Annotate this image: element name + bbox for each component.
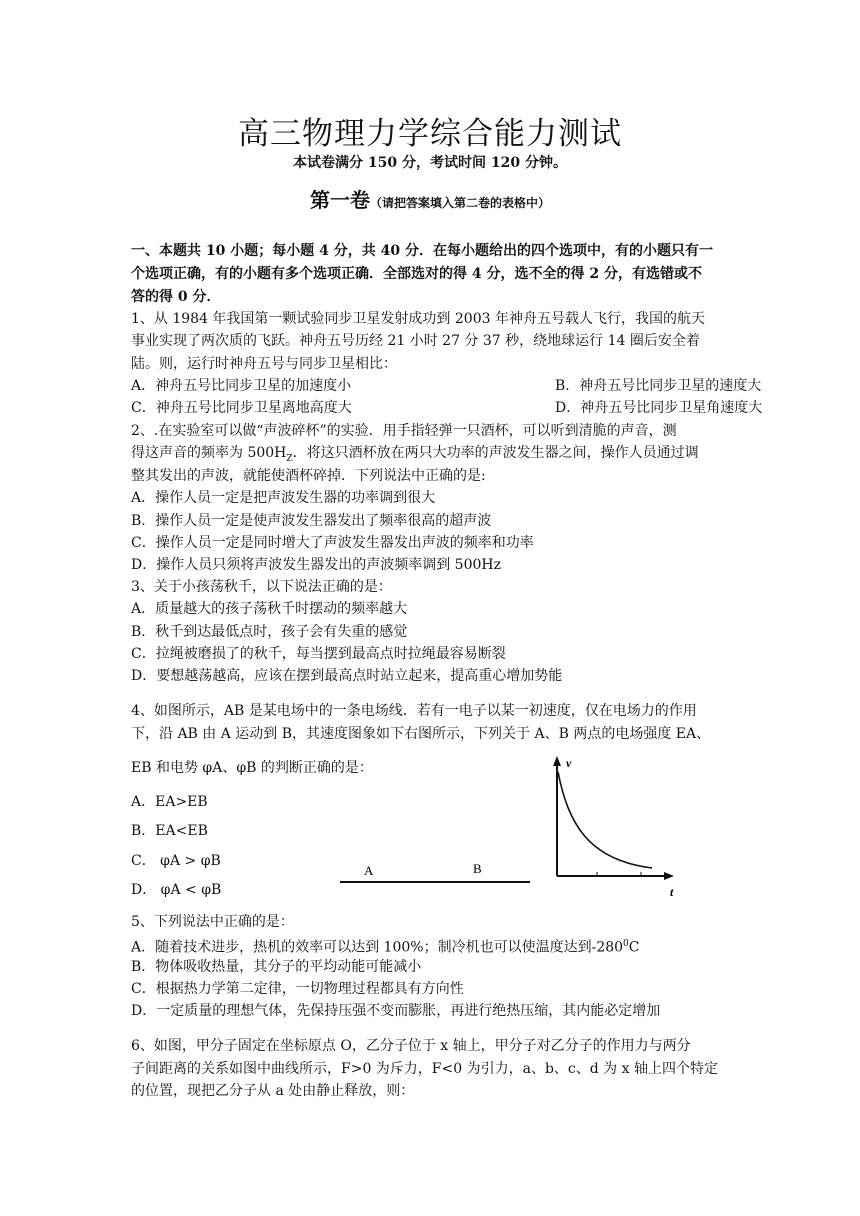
question-4-option-b: B．EA<EB	[131, 823, 208, 839]
question-2-option-c: C．操作人员一定是同时增大了声波发生器发出声波的频率和功率	[131, 535, 534, 551]
question-2-option-a: A．操作人员一定是把声波发生器的功率调到很大	[131, 490, 436, 506]
question-5-option-c: C．根据热力学第二定律，一切物理过程都具有方向性	[131, 981, 464, 997]
volume-heading	[0, 184, 860, 213]
question-4-stem: 4、如图所示，AB 是某电场中的一条电场线．若有一电子以某一初速度，仅在电场力的作用	[131, 703, 697, 719]
section-instruction: 个选项正确，有的小题有多个选项正确．全部选对的得 4 分，选不全的得 2 分，有选错或不	[131, 266, 702, 282]
degree-superscript: 0	[623, 939, 629, 949]
question-3-option-a: A．质量越大的孩子荡秋千时摆动的频率越大	[131, 601, 408, 617]
question-3-stem: 3、关于小孩荡秋千，以下说法正确的是：	[131, 579, 392, 595]
question-2-option-d: D．操作人员只须将声波发生器发出的声波频率调到 500Hz	[131, 557, 501, 573]
question-6-stem: 子间距离的关系如图中曲线所示，F>0 为斥力，F<0 为引力，a、b、c、d 为 x 轴上四个特定	[131, 1061, 718, 1077]
question-6-stem: 6、如图，甲分子固定在坐标原点 O，乙分子位于 x 轴上，甲分子对乙分子的作用力与两分	[131, 1038, 691, 1054]
question-1-stem: 陆。则，运行时神舟五号与同步卫星相比：	[131, 356, 397, 372]
v-axis-label: v	[566, 756, 572, 770]
velocity-curve	[558, 772, 652, 868]
velocity-time-graph	[542, 752, 692, 902]
page-title: 高三物理力学综合能力测试	[238, 116, 622, 152]
hz-subscript: Z	[286, 453, 293, 464]
question-2-stem: 2、.在实验室可以做“声波碎杯”的实验．用手指轻弹一只酒杯，可以听到清脆的声音，测	[131, 423, 677, 439]
question-4-stem: EB 和电势 φA、φB 的判断正确的是：	[131, 760, 373, 776]
question-2-stem: 整其发出的声波，就能使酒杯碎掉．下列说法中正确的是:	[131, 468, 486, 484]
volume-title: 第一卷	[309, 188, 370, 212]
question-4-option-c: C． φA > φB	[131, 853, 221, 869]
question-5-option-b: B．物体吸收热量，其分子的平均动能可能减小	[131, 959, 422, 975]
question-1-options-row	[131, 375, 762, 397]
t-axis-arrow-icon	[664, 872, 674, 880]
question-4-option-d: D． φA < φB	[131, 882, 222, 898]
point-b-label: B	[473, 861, 482, 876]
question-2-stem-part: ．将这只酒杯放在两只大功率的声波发生器之间，操作人员通过调	[292, 445, 699, 461]
question-5-option-a-unit: C	[628, 939, 640, 956]
v-axis-arrow-icon	[553, 756, 561, 766]
question-3-option-d: D．要想越荡越高，应该在摆到最高点时站立起来，提高重心增加势能	[131, 668, 563, 684]
volume-note: （请把答案填入第二卷的表格中）	[369, 196, 550, 210]
question-1-stem: 事业实现了两次质的飞跃。神舟五号历经 21 小时 27 分 37 秒，绕地球运行 14 圈后安全着	[131, 333, 700, 349]
question-1-stem: 1、从 1984 年我国第一颗试验同步卫星发射成功到 2003 年神舟五号载人飞行，我国的航天	[131, 311, 705, 327]
section-instruction: 一、本题共 10 小题；每小题 4 分，共 40 分．在每小题给出的四个选项中，有的小题只有一	[131, 243, 713, 259]
question-1-option-d: D．神舟五号比同步卫星角速度大	[555, 400, 763, 416]
question-5-option-a	[131, 933, 731, 959]
question-1-options-row	[131, 397, 763, 419]
section-instruction: 答的得 0 分．	[131, 289, 221, 305]
question-4-option-a: A．EA>EB	[131, 794, 208, 810]
question-3-option-c: C．拉绳被磨损了的秋千，每当摆到最高点时拉绳最容易断裂	[131, 646, 506, 662]
question-5-option-a-text: A．随着技术进步，热机的效率可以达到 100%；制冷机也可以使温度达到-280	[131, 939, 624, 956]
question-1-option-a: A．神舟五号比同步卫星的加速度小	[131, 378, 352, 394]
question-5-stem: 5、下列说法中正确的是：	[131, 914, 294, 930]
question-1-option-b: B．神舟五号比同步卫星的速度大	[555, 378, 762, 394]
question-4-stem: 下，沿 AB 由 A 运动到 B，其速度图象如下右图所示，下列关于 A、B 两点的电场强度 EA、	[131, 726, 711, 742]
question-2-option-b: B．操作人员一定是使声波发生器发出了频率很高的超声波	[131, 513, 492, 529]
field-line-figure	[330, 855, 540, 890]
question-2-stem-part: 得这声音的频率为 500H	[131, 445, 287, 461]
question-3-option-b: B．秋千到达最低点时，孩子会有失重的感觉	[131, 624, 408, 640]
point-a-label: A	[364, 863, 374, 878]
question-5-option-d: D．一定质量的理想气体，先保持压强不变而膨胀，再进行绝热压缩，其内能必定增加	[131, 1003, 661, 1019]
t-axis-label: t	[670, 885, 674, 899]
question-1-option-c: C．神舟五号比同步卫星离地高度大	[131, 400, 352, 416]
question-6-stem: 的位置，现把乙分子从 a 处由静止释放，则：	[131, 1083, 415, 1099]
exam-subtitle: 本试卷满分 150 分，考试时间 120 分钟。	[293, 155, 567, 171]
